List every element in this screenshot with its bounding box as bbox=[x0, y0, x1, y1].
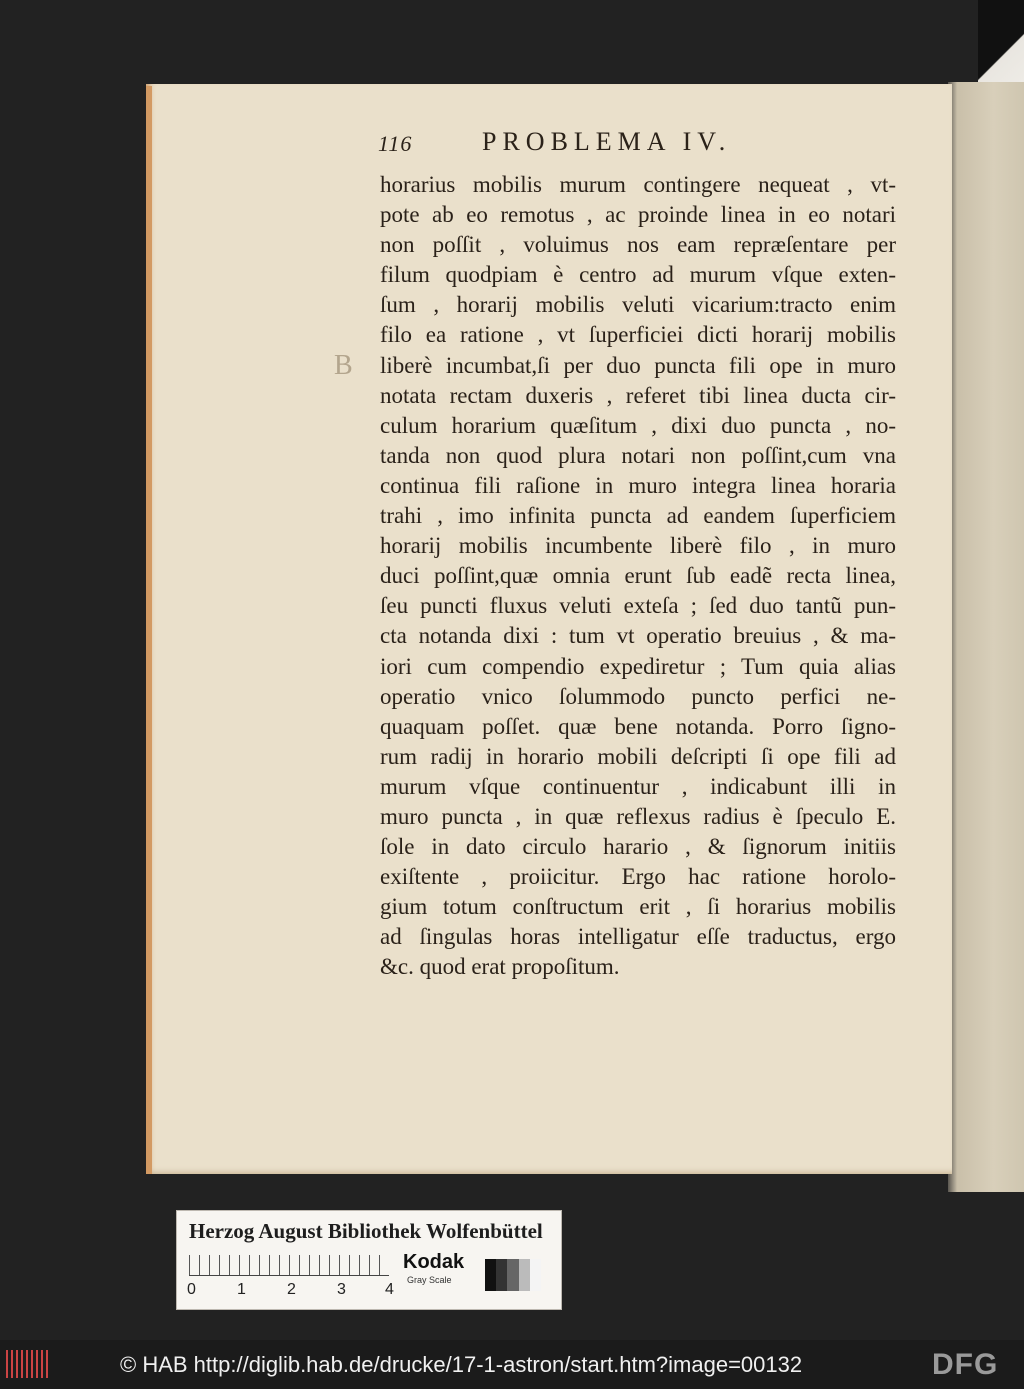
text-line: rum radij in horario mobili deſcripti ſi ope fili ad bbox=[380, 743, 896, 769]
viewer-footer bbox=[0, 1340, 1024, 1389]
scale-ruler bbox=[189, 1255, 389, 1276]
text-line: cta notanda dixi : tum vt operatio breuius , & ma- bbox=[380, 623, 896, 649]
text-line: pote ab eo remotus , ac proinde linea in eo notari bbox=[380, 202, 896, 228]
text-line: horarij mobilis incumbente liberè filo , in muro bbox=[380, 533, 896, 559]
ruler-number: 0 bbox=[187, 1281, 196, 1298]
dfg-logo: DFG bbox=[932, 1348, 999, 1381]
text-line: tanda non quod plura notari non poſſint,cum vna bbox=[380, 442, 896, 468]
page-edge bbox=[146, 86, 152, 1174]
ruler-number: 1 bbox=[237, 1281, 246, 1298]
text-line: &c. quod erat propoſitum. bbox=[380, 954, 620, 980]
text-line: quaquam poſſet. quæ bene notanda. Porro ſigno- bbox=[380, 713, 896, 739]
text-line: gium totum conſtructum erit , ſi horarius mobilis bbox=[380, 894, 896, 920]
text-line: duci poſſint,quæ omnia erunt ſub eadẽ recta linea, bbox=[380, 563, 896, 589]
text-line: filum quodpiam è centro ad murum vſque exten- bbox=[380, 262, 896, 288]
text-line: murum vſque continuentur , indicabunt illi in bbox=[380, 773, 896, 799]
page-body-text bbox=[380, 170, 896, 983]
ruler-number: 2 bbox=[287, 1281, 296, 1298]
text-line: iori cum compendio expediretur ; Tum quia alias bbox=[380, 653, 896, 679]
ruler-numbers bbox=[185, 1281, 415, 1303]
facing-page-edge bbox=[948, 82, 1024, 1192]
text-line: notata rectam duxeris , referet tibi linea ducta cir- bbox=[380, 382, 896, 408]
marginal-mark: B bbox=[334, 350, 353, 381]
text-line: ſeu puncti fluxus veluti exteſa ; ſed duo tantũ pun- bbox=[380, 593, 896, 619]
text-line: ſum , horarij mobilis veluti vicarium:tracto enim bbox=[380, 292, 896, 318]
text-line: filo ea ratione , vt ſuperficiei dicti horarij mobilis bbox=[380, 322, 896, 348]
institution-name: Herzog August Bibliothek Wolfenbüttel bbox=[189, 1219, 543, 1243]
text-line: operatio vnico ſolummodo puncto perfici ne- bbox=[380, 683, 896, 709]
copyright-url[interactable]: © HAB http://diglib.hab.de/drucke/17-1-astron/start.htm?image=00132 bbox=[120, 1352, 803, 1377]
barcode-icon bbox=[6, 1350, 50, 1378]
library-label bbox=[176, 1210, 562, 1310]
gray-scale-label: Gray Scale bbox=[407, 1275, 452, 1285]
text-line: ad ſingulas horas intelligatur eſſe traductus, ergo bbox=[380, 924, 896, 950]
text-line: liberè incumbat,ſi per duo puncta fili ope in muro bbox=[380, 352, 896, 378]
ruler-number: 3 bbox=[337, 1281, 346, 1298]
text-line: exiſtente , proiicitur. Ergo hac ratione horolo- bbox=[380, 864, 896, 890]
ruler-number: 4 bbox=[385, 1281, 394, 1298]
text-line: trahi , imo infinita puncta ad eandem ſuperficiem bbox=[380, 503, 896, 529]
kodak-logo: Kodak bbox=[403, 1251, 465, 1273]
text-line: ſole in dato circulo harario , & ſignorum initiis bbox=[380, 834, 896, 860]
text-line: culum horarium quæſitum , dixi duo puncta , no- bbox=[380, 412, 896, 438]
page-number: 116 bbox=[378, 131, 413, 156]
running-title: PROBLEMA IV. bbox=[482, 127, 732, 156]
text-line: non poſſit , voluimus nos eam repræſentare per bbox=[380, 232, 896, 258]
gray-scale-swatches bbox=[485, 1259, 541, 1291]
text-line: muro puncta , in quæ reflexus radius è ſpeculo E. bbox=[380, 803, 896, 829]
text-line: horarius mobilis murum contingere nequeat , vt- bbox=[380, 172, 896, 197]
text-line: continua fili raſione in muro integra linea horaria bbox=[380, 472, 896, 498]
page-header bbox=[378, 127, 808, 167]
